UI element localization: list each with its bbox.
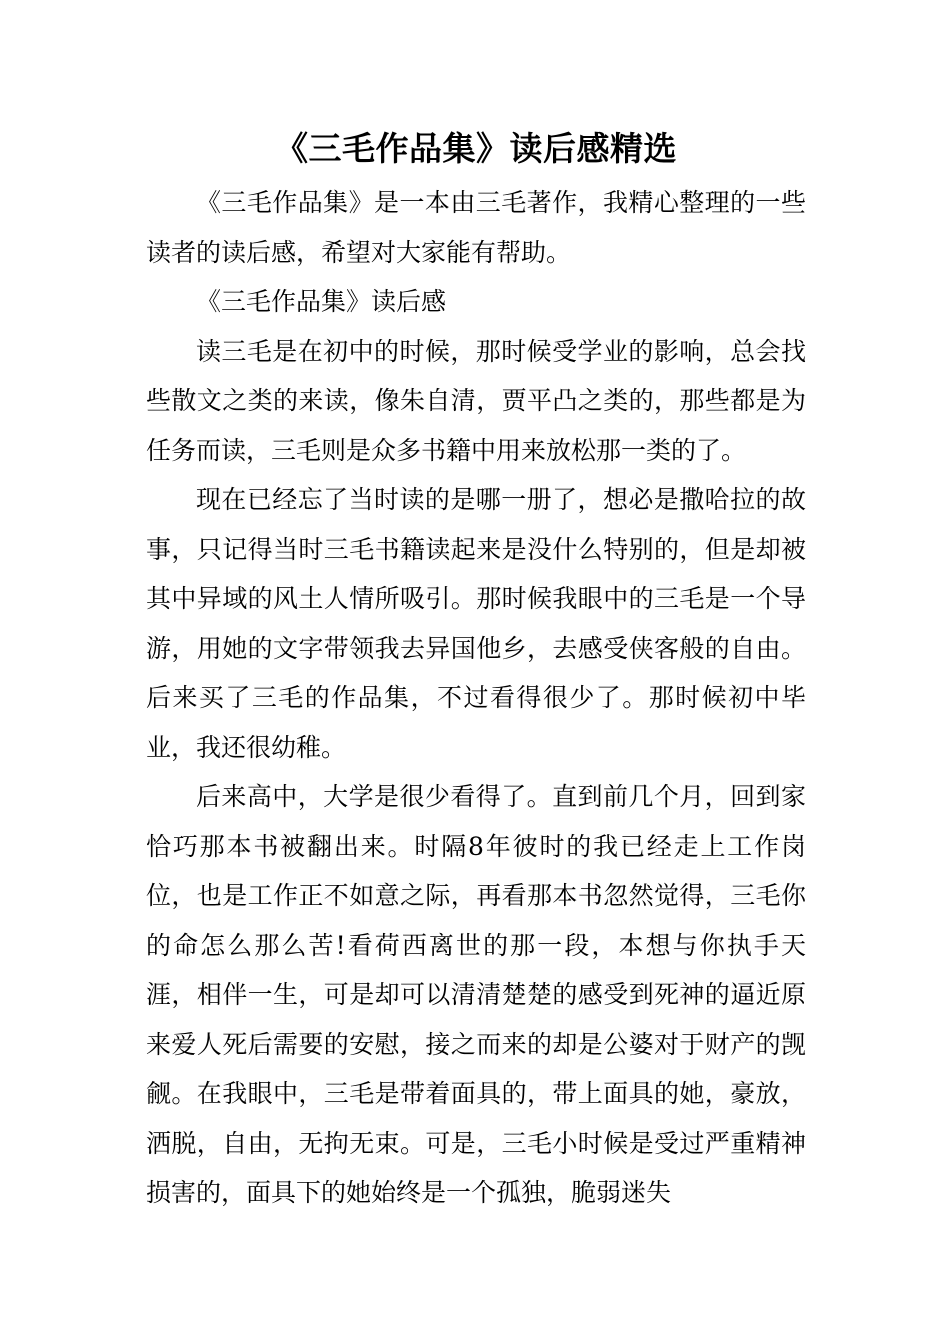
document-title: 《三毛作品集》读后感精选 [275,129,677,168]
body-paragraph: 现在已经忘了当时读的是哪一册了，想必是撒哈拉的故事，只记得当时三毛书籍读起来是没什么特别的，但是却被其中异域的风土人情所吸引。那时候我眼中的三毛是一个导游，用她的文字带领我去异国他乡，去感受侠客般的自由。后来买了三毛的作品集，不过看得很少了。那时候初中毕业，我还很幼稚。 [146,485,806,762]
body-paragraph: 后来高中，大学是很少看得了。直到前几个月，回到家恰巧那本书被翻出来。时隔8年彼时的我已经走上工作岗位，也是工作正不如意之际，再看那本书忽然觉得，三毛你的命怎么那么苦!看荷西离世的那一段，本想与你执手天涯，相伴一生，可是却可以清清楚楚的感受到死神的逼近原来爱人死后需要的安慰，接之而来的却是公婆对于财产的觊觎。在我眼中，三毛是带着面具的，带上面具的她，豪放，洒脱，自由，无拘无束。可是，三毛小时候是受过严重精神损害的，面具下的她始终是一个孤独，脆弱迷失 [146,782,806,1207]
intro-paragraph: 《三毛作品集》是一本由三毛著作，我精心整理的一些读者的读后感，希望对大家能有帮助。 [146,188,806,267]
section-heading: 《三毛作品集》读后感 [196,287,447,316]
document-page [146,124,806,1218]
body-paragraph: 读三毛是在初中的时候，那时候受学业的影响，总会找些散文之类的来读，像朱自清，贾平凸之类的，那些都是为任务而读，三毛则是众多书籍中用来放松那一类的了。 [146,336,806,465]
